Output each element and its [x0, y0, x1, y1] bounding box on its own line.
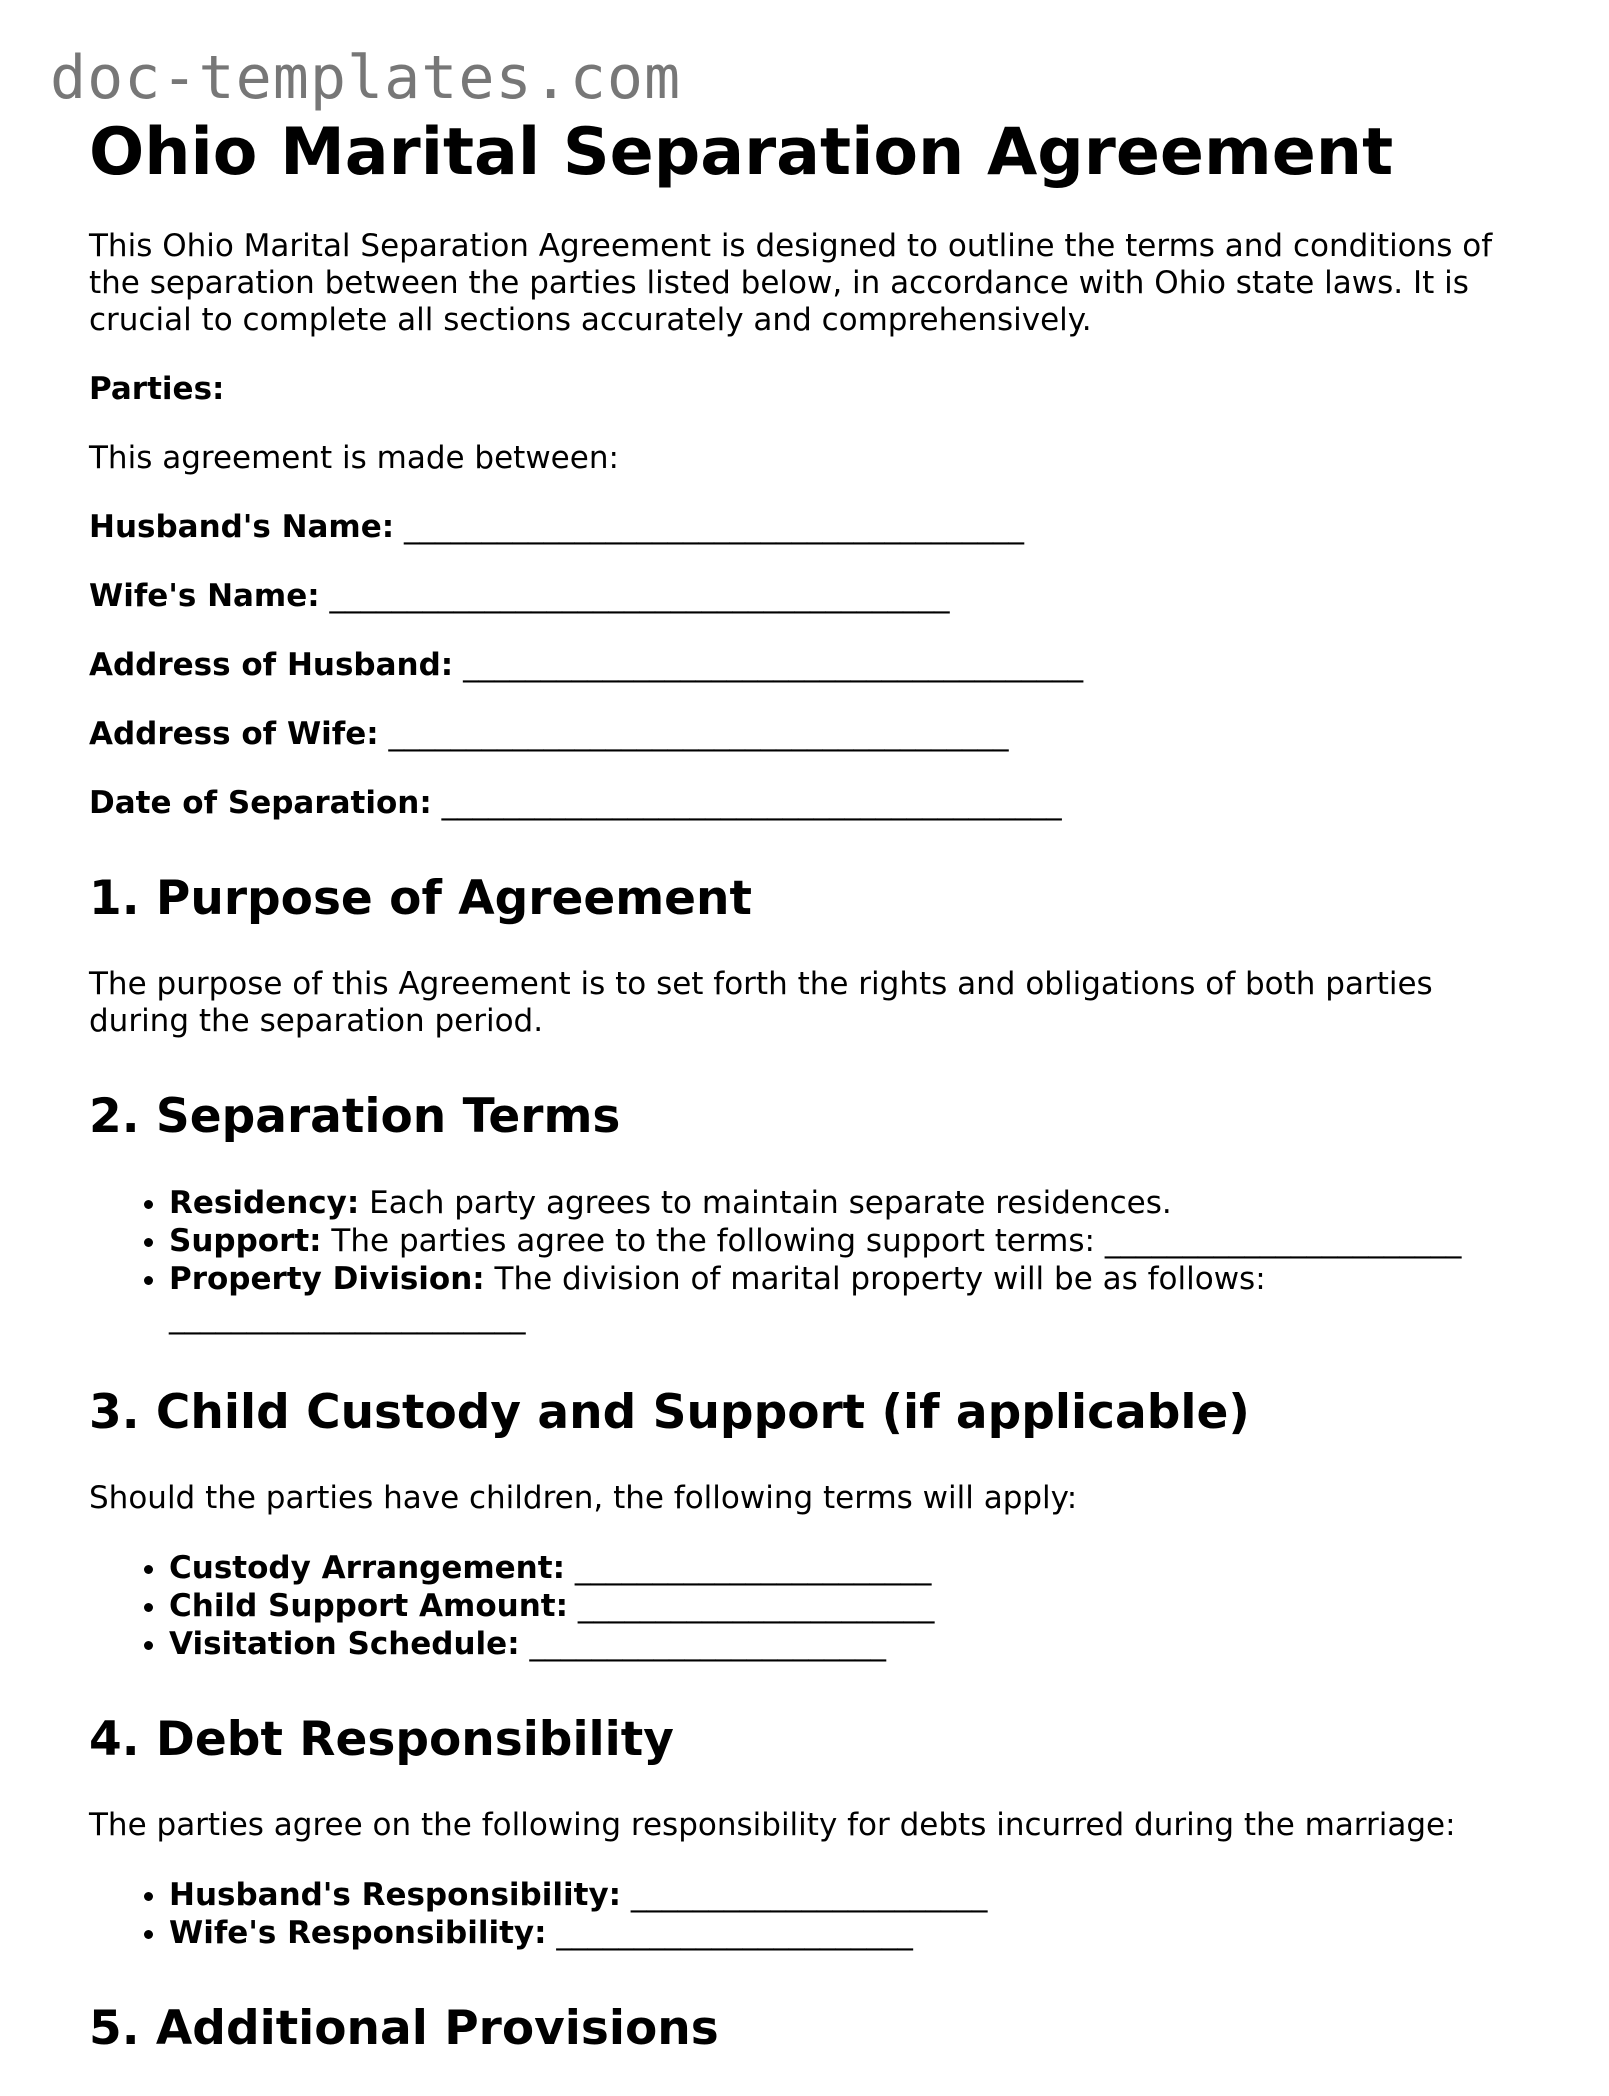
list-item[interactable]	[169, 1260, 1529, 1336]
blank-line[interactable]: ________________________________________	[329, 578, 950, 614]
husband-name-field[interactable]	[89, 509, 1529, 546]
field-label: Address of Husband:	[89, 647, 454, 683]
section-heading-additional: 5. Additional Provisions	[89, 2001, 719, 2056]
parties-heading: Parties:	[89, 371, 225, 407]
item-text[interactable]: The parties agree to the following support terms: _______________________	[321, 1223, 1462, 1259]
list-item	[169, 1184, 1529, 1222]
intro-paragraph: This Ohio Marital Separation Agreement is designed to outline the terms and conditions of the separation between the parties listed below, in accordance with Ohio state laws. It is crucial to complete all sections accurately and comprehensively.	[89, 228, 1493, 338]
blank-line[interactable]: ________________________________________	[404, 509, 1025, 545]
husband-address-field[interactable]	[89, 647, 1529, 684]
blank-line[interactable]: _______________________	[574, 1550, 932, 1586]
list-item[interactable]	[169, 1914, 1529, 1952]
document-title: Ohio Marital Separation Agreement	[89, 115, 1394, 190]
child-custody-list	[89, 1549, 1529, 1663]
section-heading-child-custody: 3. Child Custody and Support (if applicable)	[89, 1385, 1250, 1440]
parties-text: This agreement is made between:	[89, 440, 619, 476]
field-label: Wife's Name:	[89, 578, 320, 614]
blank-line[interactable]: _______________________	[556, 1915, 913, 1951]
item-text: Each party agrees to maintain separate residences.	[359, 1185, 1172, 1221]
item-label: Wife's Responsibility:	[169, 1915, 547, 1951]
blank-line[interactable]: ________________________________________	[463, 647, 1084, 683]
item-label: Child Support Amount:	[169, 1588, 568, 1624]
section-heading-purpose: 1. Purpose of Agreement	[89, 871, 752, 926]
item-label: Husband's Responsibility:	[169, 1877, 622, 1913]
separation-date-field[interactable]	[89, 785, 1529, 822]
list-item[interactable]	[169, 1587, 1529, 1625]
blank-line[interactable]: _______________________	[577, 1588, 935, 1624]
item-label: Custody Arrangement:	[169, 1550, 565, 1586]
blank-line[interactable]: ________________________________________	[388, 716, 1009, 752]
item-label: Residency:	[169, 1185, 360, 1221]
item-text[interactable]: The division of marital property will be as follows: _______________________	[169, 1261, 1266, 1335]
field-label: Address of Wife:	[89, 716, 379, 752]
item-label: Support:	[169, 1223, 322, 1259]
watermark: doc-templates.com	[50, 43, 682, 113]
debt-text: The parties agree on the following responsibility for debts incurred during the marriage:	[89, 1807, 1456, 1843]
item-label: Property Division:	[169, 1261, 485, 1297]
list-item[interactable]	[169, 1625, 1529, 1663]
child-custody-text: Should the parties have children, the following terms will apply:	[89, 1480, 1078, 1516]
purpose-text: The purpose of this Agreement is to set forth the rights and obligations of both parties during the separation period.	[89, 966, 1433, 1039]
list-item[interactable]	[169, 1876, 1529, 1914]
item-label: Visitation Schedule:	[169, 1626, 520, 1662]
section-heading-debt: 4. Debt Responsibility	[89, 1712, 674, 1767]
wife-address-field[interactable]	[89, 716, 1529, 753]
field-label: Date of Separation:	[89, 785, 432, 821]
blank-line[interactable]: _______________________	[529, 1626, 886, 1662]
debt-list	[89, 1876, 1529, 1952]
list-item[interactable]	[169, 1549, 1529, 1587]
separation-terms-list	[89, 1184, 1529, 1336]
blank-line[interactable]: ________________________________________	[441, 785, 1062, 821]
field-label: Husband's Name:	[89, 509, 395, 545]
document-page	[89, 115, 1529, 2096]
blank-line[interactable]: _______________________	[630, 1877, 988, 1913]
wife-name-field[interactable]	[89, 578, 1529, 615]
section-heading-separation-terms: 2. Separation Terms	[89, 1089, 621, 1144]
list-item[interactable]	[169, 1222, 1529, 1260]
